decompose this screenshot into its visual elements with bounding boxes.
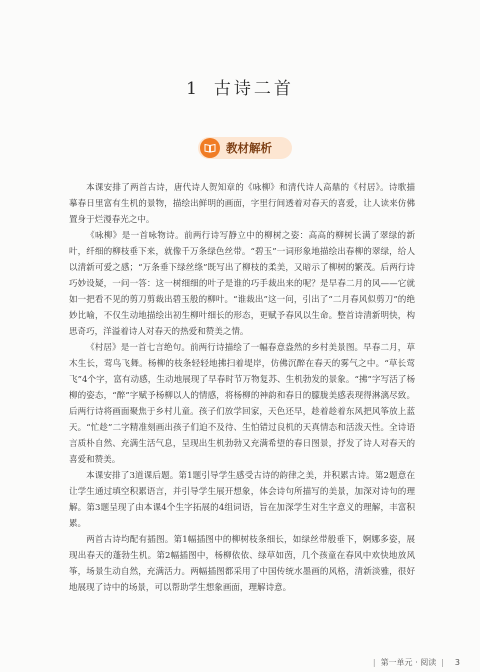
footer-unit: 第一单元 · 阅读 bbox=[380, 658, 437, 667]
lesson-title bbox=[0, 74, 480, 99]
paragraph-cunju: 《村居》是一首七言绝句。前两行诗描绘了一幅春意盎然的乡村美景图。早春二月，草木生长，莺鸟飞舞。杨柳的枝条轻轻地拂扫着堤岸，仿佛沉醉在春天的雾气之中。“草长莺飞”4个字，富有动感，生动地展现了早春时节万物复苏、生机勃发的景象。“拂”字写活了杨柳的姿态，“醉”字赋予杨柳以人的情感，将杨柳的神韵和春日的朦胧美感表现得淋漓尽致。后两行诗将画面聚焦于乡村儿童。孩子们放学回家，天色还早，趁着趁着东风把风筝放上蓝天。“忙趁”二字精准刻画出孩子们迫不及待、生怕错过良机的天真情态和活泼天性。全诗语言质朴自然、充满生活气息，呈现出生机勃勃又充满希望的春日图景，抒发了诗人对春天的喜爱和赞美。 bbox=[69, 343, 415, 465]
lesson-number: 1 bbox=[186, 79, 200, 99]
paragraph-intro: 本课安排了两首古诗，唐代诗人贺知章的《咏柳》和清代诗人高鼎的《村居》。诗歌描摹春日里富有生机的景物，描绘出鲜明的画面，字里行间透着对春天的喜爱，让人读来仿佛置身于烂漫春光之中。 bbox=[69, 183, 415, 225]
page-footer: | 第一单元 · 阅读 | 3 bbox=[372, 658, 460, 667]
page-number: 3 bbox=[454, 658, 460, 667]
paragraph-yongliu: 《咏柳》是一首咏物诗。前两行诗写静立中的柳树之姿：高高的柳树长满了翠绿的新叶，纤细的柳枝垂下来，就像千万条绿色丝带。“碧玉”一词形象地描绘出春柳的翠绿，给人以清新可爱之感；“万条垂下绿丝绦”既写出了柳枝的柔美，又暗示了柳树的繁茂。后两行诗巧妙设疑，一问一答：这一树细细的叶子是谁的巧手裁出来的呢？是早春二月的风——它就如一把看不见的剪刀剪裁出碧玉般的柳叶。“谁裁出”这一问，引出了“二月春风似剪刀”的绝妙比喻，不仅生动地描绘出初生柳叶细长的形态，更赋予春风以生命。整首诗清新明快，构思奇巧，洋溢着诗人对春天的热爱和赞美之情。 bbox=[69, 231, 415, 337]
paragraph-exercises: 本课安排了3道课后题。第1题引导学生感受古诗的韵律之美，并积累古诗。第2题意在让学生通过填空积累语言，并引导学生展开想象，体会诗句所描写的美景，加深对诗句的理解。第3题呈现了由本课4个生字拓展的4组词语，旨在加深学生对生字意义的理解，丰富积累。 bbox=[69, 471, 415, 529]
section-badge-label: 教材解析 bbox=[226, 141, 272, 155]
book-icon bbox=[200, 138, 220, 158]
analysis-body bbox=[69, 180, 415, 596]
section-badge bbox=[198, 137, 292, 159]
paragraph-illustrations: 两首古诗均配有插图。第1幅插图中的柳树枝条细长，如绿丝带般垂下，婀娜多姿，展现出春天的蓬勃生机。第2幅插图中，杨柳依依、绿草如茵，几个孩童在春风中欢快地放风筝，场景生动自然，充满活力。两幅插图都采用了中国传统水墨画的风格，清新淡雅，很好地展现了诗中的场景，可以帮助学生想象画面，理解诗意。 bbox=[69, 535, 415, 593]
lesson-title-text: 古诗二首 bbox=[213, 79, 294, 99]
